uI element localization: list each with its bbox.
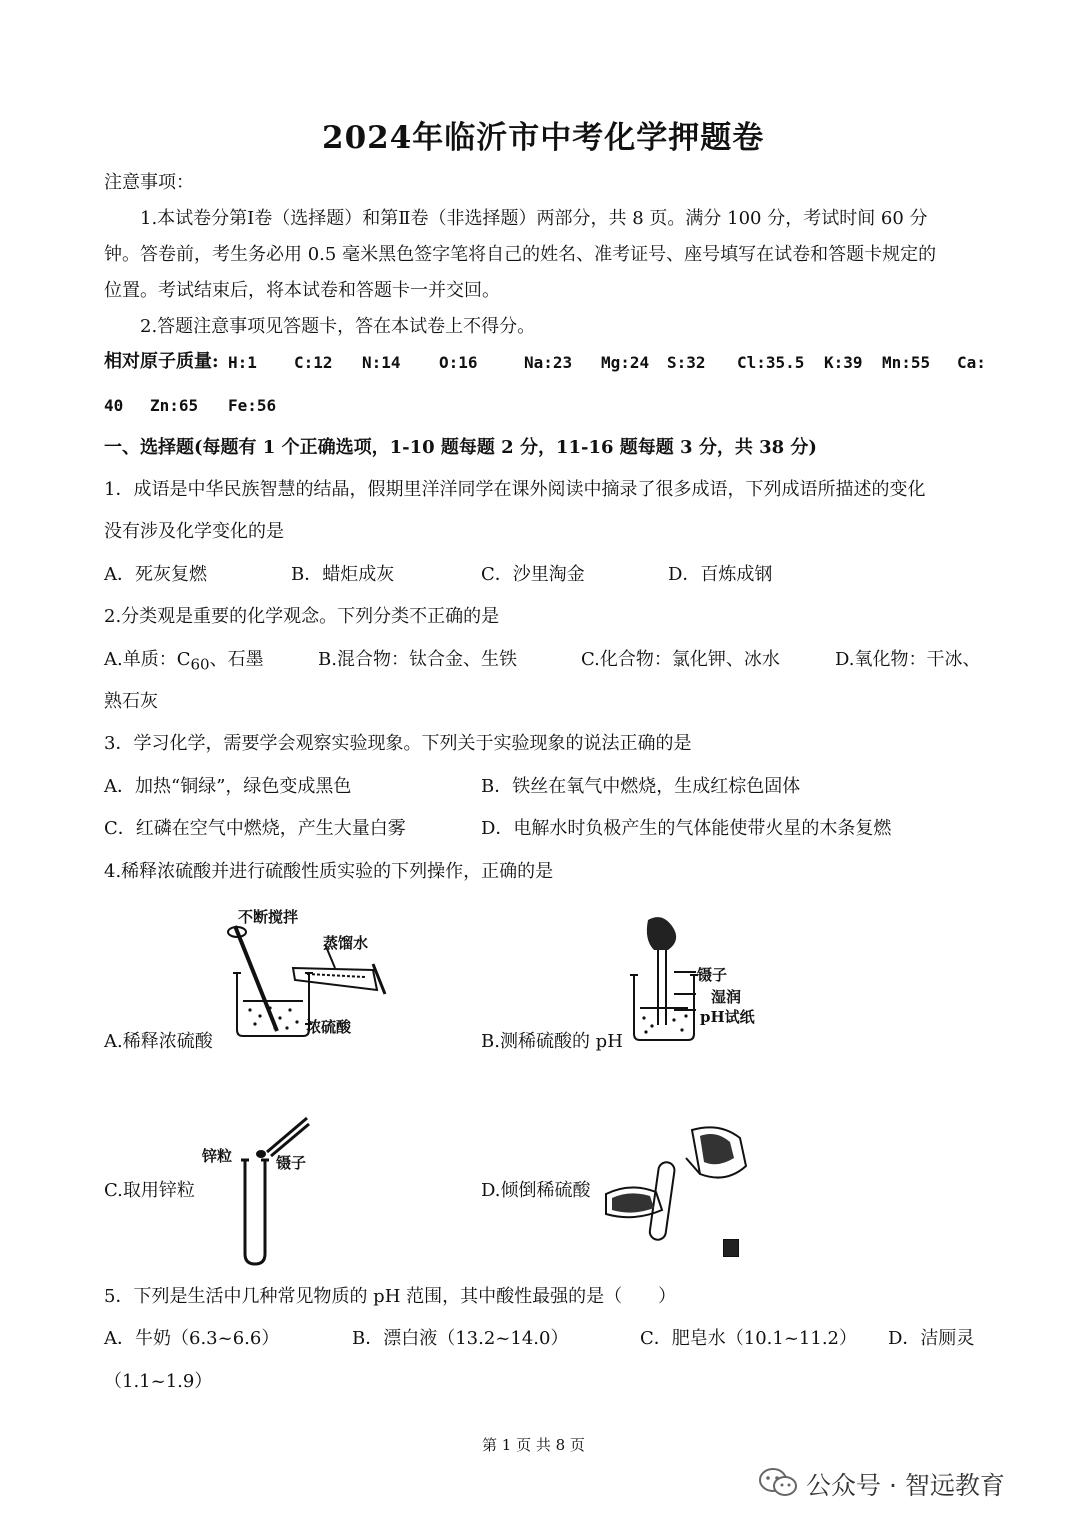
- notice-item1-line1: 1.本试卷分第Ⅰ卷（选择题）和第Ⅱ卷（非选择题）两部分，共 8 页。满分 100 分，考试时间 60 分: [140, 208, 928, 229]
- page-footer: 第 1 页 共 8 页: [482, 1436, 585, 1454]
- q5-option-d: D．洁厕灵: [888, 1328, 975, 1349]
- q3-option-d: D．电解水时负极产生的气体能使带火星的木条复燃: [481, 818, 892, 839]
- notice-item1-line2: 钟。答卷前，考生务必用 0.5 毫米黑色签字笔将自己的姓名、准考证号、座号填写在试卷和答题卡规定的: [104, 244, 937, 265]
- q3-option-c: C．红磷在空气中燃烧，产生大量白雾: [104, 818, 406, 839]
- atomic-mass-mg: Mg:24: [601, 353, 650, 372]
- q2-option-d: D.氧化物：干冰、: [835, 649, 981, 670]
- q3-stem: 3．学习化学，需要学会观察实验现象。下列关于实验现象的说法正确的是: [104, 733, 692, 754]
- q2-option-b: B.混合物：钛合金、生铁: [318, 649, 517, 670]
- atomic-mass-k: K:39: [824, 353, 863, 372]
- atomic-mass-h: H:1: [228, 353, 257, 372]
- notice-heading: 注意事项：: [104, 172, 194, 193]
- atomic-mass-label: 相对原子质量:: [104, 351, 219, 372]
- q4-label-b: B.测稀硫酸的 pH: [481, 1031, 623, 1052]
- section-heading: 一、选择题(每题有 1 个正确选项，1-10 题每题 2 分，11-16 题每题 3 分，共 38 分): [104, 437, 817, 458]
- q1-option-c: C．沙里淘金: [481, 564, 585, 585]
- atomic-mass-o: O:16: [439, 353, 478, 372]
- q2-option-c: C.化合物：氯化钾、冰水: [581, 649, 780, 670]
- watermark: 公众号 · 智远教育: [806, 1471, 1005, 1500]
- atomic-mass-mn: Mn:55: [882, 353, 931, 372]
- fig-b-paper-label: pH试纸: [700, 1008, 755, 1026]
- q1-option-d: D．百炼成钢: [668, 564, 773, 585]
- q5-option-c: C．肥皂水（10.1~11.2）: [640, 1328, 858, 1349]
- notice-item2: 2.答题注意事项见答题卡，答在本试卷上不得分。: [140, 316, 536, 337]
- q2-stem: 2.分类观是重要的化学观念。下列分类不正确的是: [104, 606, 500, 627]
- fig-c-zinc-label: 锌粒: [202, 1147, 233, 1165]
- q4-stem: 4.稀释浓硫酸并进行硫酸性质实验的下列操作，正确的是: [104, 861, 554, 882]
- atomic-mass-na: Na:23: [524, 353, 573, 372]
- q3-option-b: B．铁丝在氧气中燃烧，生成红棕色固体: [481, 776, 801, 797]
- q1-option-a: A．死灰复燃: [104, 564, 207, 585]
- wechat-icon: [758, 1466, 798, 1498]
- q1-stem-line1: 1．成语是中华民族智慧的结晶，假期里洋洋同学在课外阅读中摘录了很多成语，下列成语所描述的变化: [104, 479, 926, 500]
- atomic-mass-zn: Zn:65: [150, 396, 199, 415]
- q5-option-d-cont: （1.1~1.9）: [104, 1371, 213, 1392]
- atomic-mass-cl: Cl:35.5: [737, 353, 805, 372]
- figure-d-pouring: [600, 1118, 755, 1263]
- q2-option-d-cont: 熟石灰: [104, 691, 158, 712]
- fig-b-wet-label: 湿润: [711, 988, 742, 1006]
- fig-c-tweezers-label: 镊子: [276, 1154, 307, 1172]
- fig-a-stir-label: 不断搅拌: [238, 908, 299, 926]
- notice-item1-line3: 位置。考试结束后，将本试卷和答题卡一并交回。: [104, 280, 500, 301]
- q2-option-a: A.单质：$C_{60}$、石墨: [104, 649, 264, 674]
- page-title: 2024年临沂市中考化学押题卷: [322, 120, 765, 156]
- atomic-mass-ca: Ca:: [957, 353, 986, 372]
- q4-label-c: C.取用锌粒: [104, 1180, 195, 1201]
- figure-c-zinc: [235, 1108, 325, 1270]
- fig-a-water-label: 蒸馏水: [323, 934, 369, 952]
- fig-a-acid-label: 浓硫酸: [306, 1018, 352, 1036]
- atomic-mass-fe: Fe:56: [228, 396, 277, 415]
- fig-b-tweezers-label: 镊子: [697, 966, 728, 984]
- q5-option-b: B．漂白液（13.2~14.0）: [352, 1328, 569, 1349]
- q5-stem: 5．下列是生活中几种常见物质的 pH 范围，其中酸性最强的是（ ）: [104, 1286, 677, 1307]
- q1-option-b: B．蜡炬成灰: [291, 564, 395, 585]
- atomic-mass-c: C:12: [294, 353, 333, 372]
- atomic-mass-n: N:14: [362, 353, 401, 372]
- q1-stem-line2: 没有涉及化学变化的是: [104, 521, 284, 542]
- q5-option-a: A．牛奶（6.3~6.6）: [104, 1328, 280, 1349]
- atomic-mass-s: S:32: [667, 353, 706, 372]
- atomic-mass-ca-value: 40: [104, 396, 124, 415]
- q4-label-a: A.稀释浓硫酸: [104, 1031, 213, 1052]
- q4-label-d: D.倾倒稀硫酸: [481, 1180, 591, 1201]
- q3-option-a: A．加热“铜绿”，绿色变成黑色: [104, 776, 352, 797]
- c60-subscript: 60: [190, 655, 210, 674]
